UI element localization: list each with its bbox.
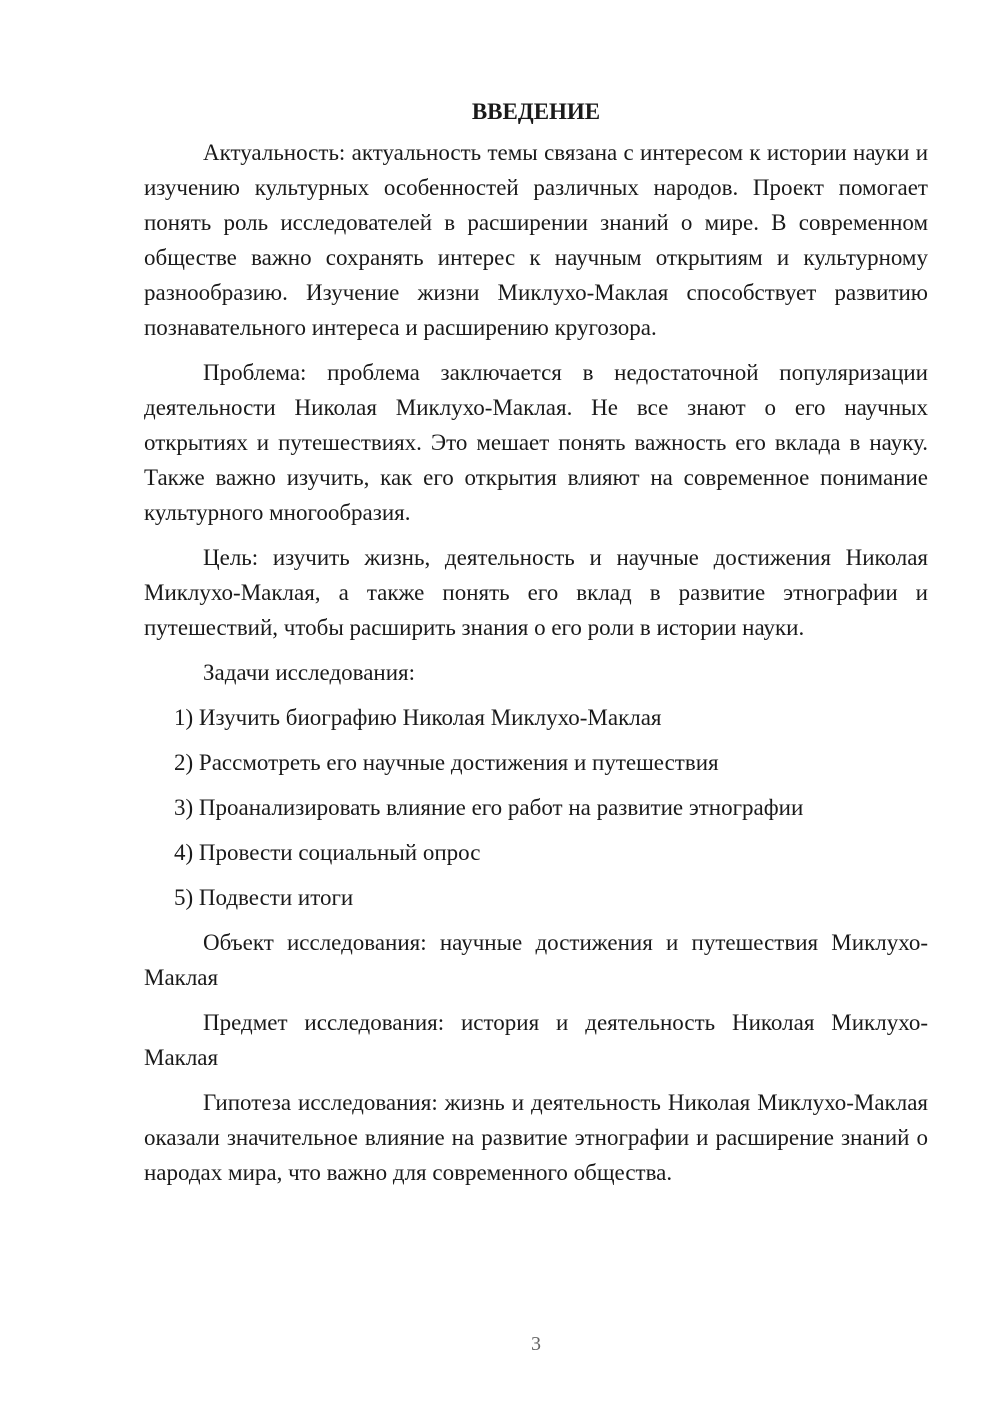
paragraph-relevance: Актуальность: актуальность темы связана с интересом к истории науки и изучению культурных особенностей различных народов. Проект помогает понять роль исследователей в расширении знаний о мире. В современном обществе важно сохранять интерес к научным открытиям и культурному разнообразию. Изучение жизни Миклухо-Маклая способствует развитию познавательного интереса и расширению кругозора. — [144, 140, 928, 340]
task-item: 5) Подвести итоги — [174, 885, 354, 910]
task-list — [144, 700, 928, 915]
tasks-heading: Задачи исследования: — [203, 660, 416, 685]
section-title: ВВЕДЕНИЕ — [471, 99, 601, 124]
paragraph-hypothesis: Гипотеза исследования: жизнь и деятельность Николая Миклухо-Маклая оказали значительное влияние на развитие этнографии и расширение знаний о народах мира, что важно для современного общества. — [144, 1090, 928, 1185]
task-item: 3) Проанализировать влияние его работ на развитие этнографии — [174, 795, 804, 820]
page-content — [144, 94, 928, 1200]
paragraph-object: Объект исследования: научные достижения и путешествия Миклухо-Маклая — [144, 930, 928, 990]
task-item: 1) Изучить биографию Николая Миклухо-Маклая — [174, 705, 662, 730]
paragraph-problem: Проблема: проблема заключается в недостаточной популяризации деятельности Николая Миклухо-Маклая. Не все знают о его научных открытиях и путешествиях. Это мешает понять важность его вклада в науку. Также важно изучить, как его открытия влияют на современное понимание культурного многообразия. — [144, 360, 928, 525]
task-item: 2) Рассмотреть его научные достижения и путешествия — [174, 750, 719, 775]
page-number: 3 — [531, 1333, 541, 1355]
task-item: 4) Провести социальный опрос — [174, 840, 481, 865]
paragraph-subject: Предмет исследования: история и деятельность Николая Миклухо-Маклая — [144, 1010, 928, 1070]
paragraph-goal: Цель: изучить жизнь, деятельность и научные достижения Николая Миклухо-Маклая, а также понять его вклад в развитие этнографии и путешествий, чтобы расширить знания о его роли в истории науки. — [144, 545, 928, 640]
